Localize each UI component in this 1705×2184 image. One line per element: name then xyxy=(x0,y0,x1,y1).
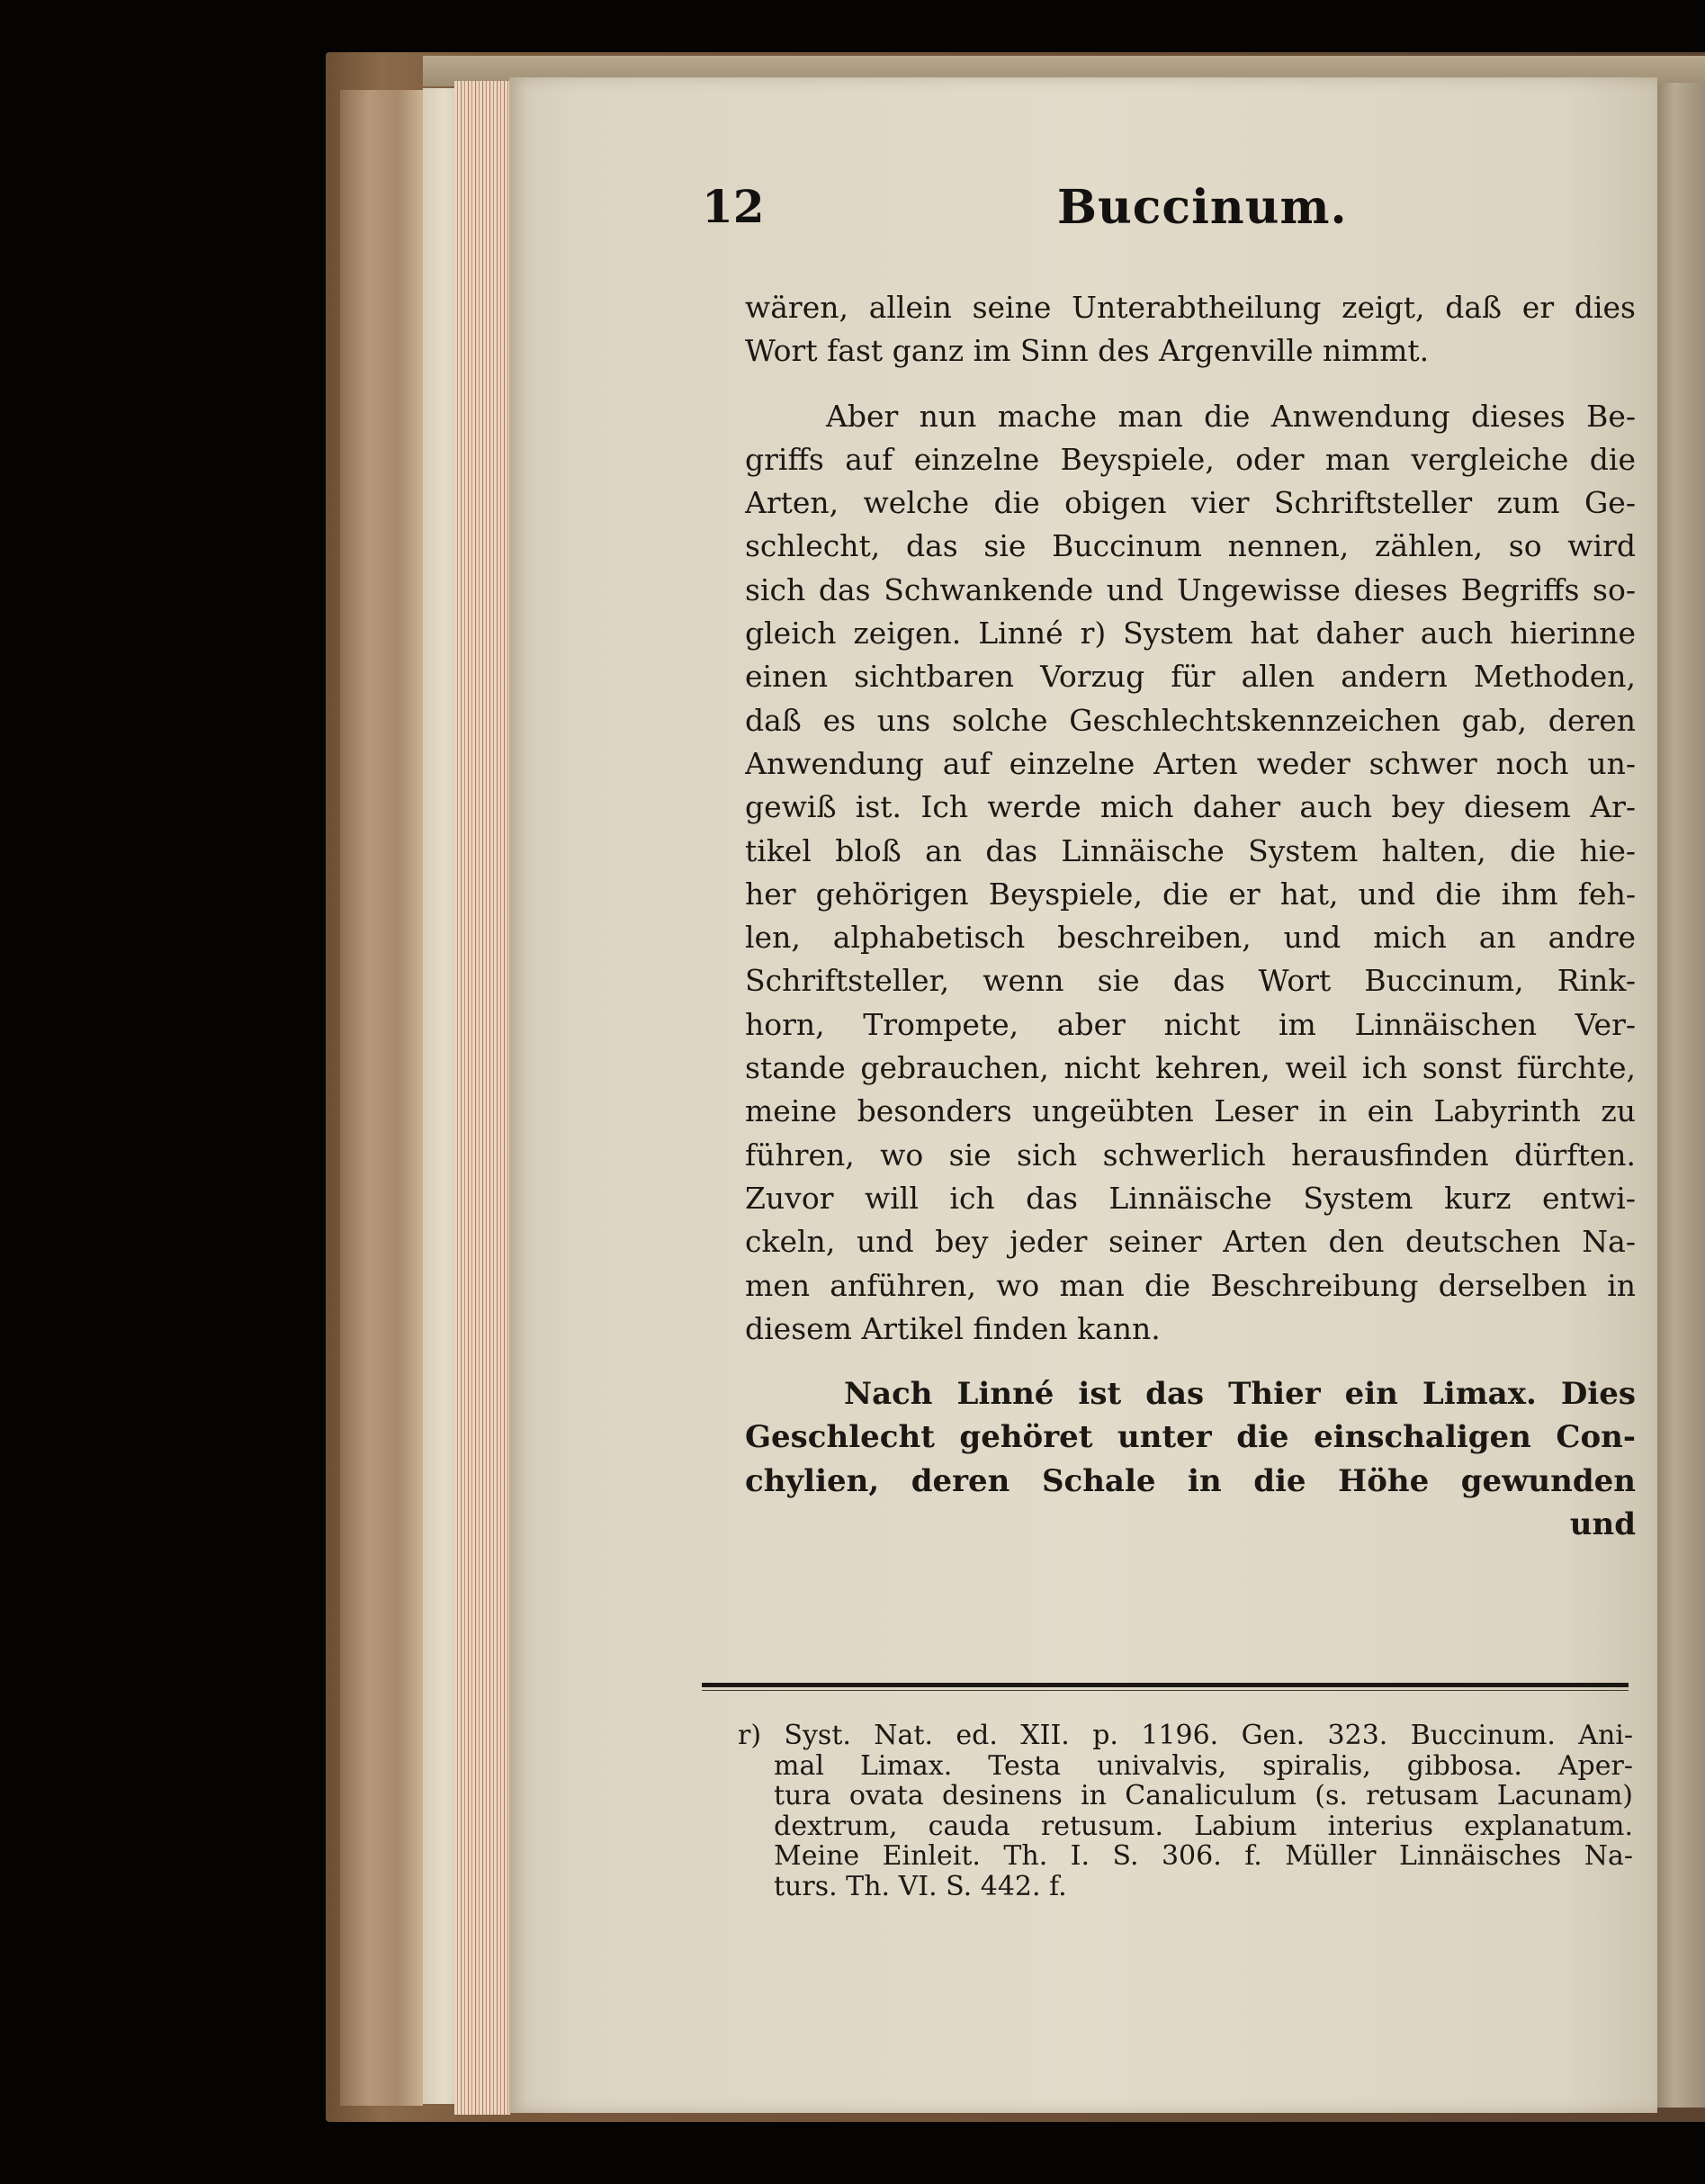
text-line: Anwendung auf einzelne Arten weder schwer noch un- xyxy=(745,745,1636,781)
right-page-edge xyxy=(1654,83,1705,2108)
text-line: schlecht, das sie Buccinum nennen, zählen, so wird xyxy=(745,528,1636,564)
body-text xyxy=(745,286,1636,1546)
footnote-line: turs. Th. VI. S. 442. f. xyxy=(774,1871,1067,1901)
text-line: her gehörigen Beyspiele, die er hat, und die ihm feh- xyxy=(745,876,1636,912)
catchword: und xyxy=(1569,1506,1636,1543)
footnote-rule-thin xyxy=(702,1690,1629,1691)
page-title: Buccinum. xyxy=(1057,180,1348,235)
text-line: gleich zeigen. Linné r) System hat daher auch hierinne xyxy=(745,616,1636,652)
text-line: Schriftsteller, wenn sie das Wort Buccinum, Rink- xyxy=(745,963,1636,999)
text-line: Nach Linné ist das Thier ein Limax. Dies xyxy=(844,1376,1636,1413)
footnote-line: mal Limax. Testa univalvis, spiralis, gibbosa. Aper- xyxy=(774,1750,1633,1781)
text-line: men anführen, wo man die Beschreibung derselben in xyxy=(745,1267,1636,1303)
text-line: sich das Schwankende und Ungewisse dieses Begriffs so- xyxy=(745,571,1636,607)
text-line: tikel bloß an das Linnäische System halten, die hie- xyxy=(745,832,1636,868)
text-line: Aber nun mache man die Anwendung dieses Be- xyxy=(826,398,1636,434)
footnote-rule xyxy=(702,1683,1629,1687)
text-line: Zuvor will ich das Linnäische System kurz entwi- xyxy=(745,1180,1636,1216)
text-line: gewiß ist. Ich werde mich daher auch bey diesem Ar- xyxy=(745,789,1636,825)
text-line: führen, wo sie sich schwerlich herausfinden dürften. xyxy=(745,1137,1636,1173)
paragraph-3 xyxy=(745,1372,1636,1546)
text-line: griffs auf einzelne Beyspiele, oder man vergleiche die xyxy=(745,441,1636,477)
text-line: meine besonders ungeübten Leser in ein Labyrinth zu xyxy=(745,1093,1636,1129)
paragraph-1 xyxy=(745,286,1636,373)
text-line: diesem Artikel finden kann. xyxy=(745,1310,1161,1346)
running-head xyxy=(702,180,1566,243)
text-line: horn, Trompete, aber nicht im Linnäischen Ver- xyxy=(745,1006,1636,1042)
text-line: ckeln, und bey jeder seiner Arten den deutschen Na- xyxy=(745,1224,1636,1260)
footnote-line: tura ovata desinens in Canaliculum (s. retusam Lacunam) xyxy=(774,1781,1633,1811)
footnote xyxy=(738,1721,1633,1901)
page-edges xyxy=(454,81,510,2115)
text-line: daß es uns solche Geschlechtskennzeichen gab, deren xyxy=(745,702,1636,738)
text-line: Geschlecht gehöret unter die einschaligen Con- xyxy=(745,1419,1636,1456)
text-line: len, alphabetisch beschreiben, und mich an andre xyxy=(745,920,1636,956)
text-line: Arten, welche die obigen vier Schriftsteller zum Ge- xyxy=(745,485,1636,521)
text-line: Wort fast ganz im Sinn des Argenville nimmt. xyxy=(745,333,1430,369)
left-page-stack xyxy=(340,90,423,2106)
footnote-line: r) Syst. Nat. ed. XII. p. 1196. Gen. 323. Buccinum. Ani- xyxy=(738,1721,1633,1751)
text-line: wären, allein seine Unterabtheilung zeigt, daß er dies xyxy=(745,290,1636,325)
page-number: 12 xyxy=(702,180,765,233)
text-line: einen sichtbaren Vorzug für allen andern Methoden, xyxy=(745,659,1636,695)
footnote-line: Meine Einleit. Th. I. S. 306. f. Müller Linnäisches Na- xyxy=(774,1841,1633,1872)
text-line: chylien, deren Schale in die Höhe gewunden xyxy=(745,1462,1636,1499)
footnote-line: dextrum, cauda retusum. Labium interius explanatum. xyxy=(774,1811,1633,1841)
text-line: stande gebrauchen, nicht kehren, weil ich sonst fürchte, xyxy=(745,1050,1636,1086)
paragraph-2 xyxy=(745,395,1636,1352)
